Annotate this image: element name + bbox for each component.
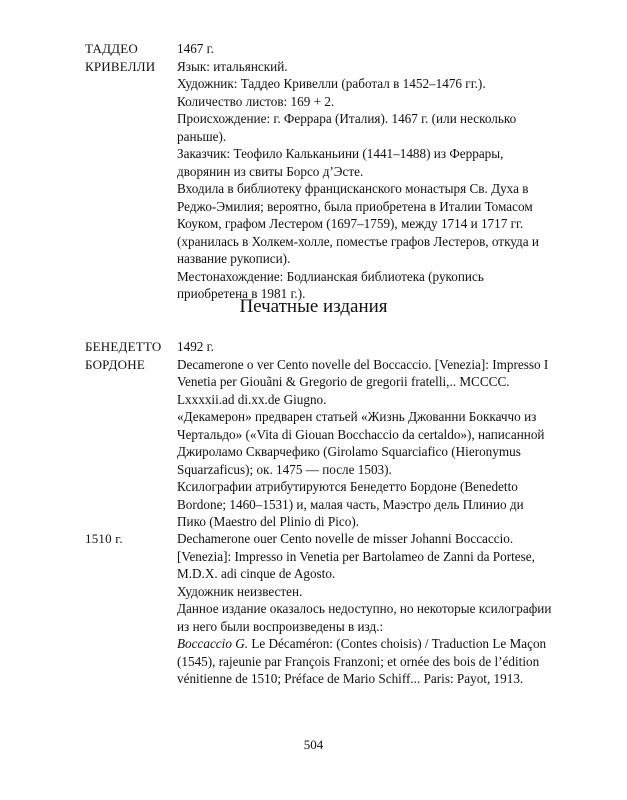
entry-paragraph: Язык: итальянский.: [177, 58, 288, 74]
entry-label: [85, 338, 170, 373]
entry-label: [85, 40, 170, 75]
entry-paragraph: Происхождение: г. Феррара (Италия). 1467 г. (или несколько раньше).: [177, 111, 517, 144]
entry-paragraph: Dechamerone ouer Cento novelle de misser Johanni Boccaccio. [Venezia]: Impresso in Venetia per Bartolameo de Zanni da Portese, M.D.X. adi cinque de Agosto.: [177, 531, 535, 581]
entry-paragraph: 1467 г.: [177, 41, 214, 56]
entry-paragraph: Входила в библиотеку францисканского монастыря Св. Духа в Реджо-Эмилия; вероятно, была приобретена в Италии Томасом Коуком, графом Лестером (1697–1759), между 1714 и 1717 гг. (хранилась в Холкем-холле, поместье графов Лестеров, откуда и название рукописи).: [177, 181, 539, 266]
entry-body: [177, 338, 555, 531]
entry-label-line: ТАДДЕО: [85, 41, 138, 56]
entry-paragraph: Заказчик: Теофило Кальканьини (1441–1488) из Феррары, дворянин из свиты Борсо д’Эсте.: [177, 146, 504, 179]
entry-label-line: БЕНЕДЕТТО: [85, 339, 162, 354]
entry-label: [85, 530, 170, 548]
entry-label-line: КРИВЕЛЛИ: [85, 58, 156, 74]
entry-paragraph: 1492 г.: [177, 339, 214, 354]
citation-author: Boccaccio G.: [177, 636, 249, 651]
entry-paragraph: Художник неизвестен.: [177, 583, 303, 599]
entry-paragraph: Местонахождение: Бодлианская библиотека (рукопись приобретена в 1981 г.).: [177, 268, 484, 301]
entry-body: [177, 530, 555, 688]
citation-text: Le Décaméron: (Contes choisis) / Traduction Le Maçon (1545), rajeunie par François Franzoni; et ornée des bois de l’édition vénitienne de 1510; Préface de Mario Schiff... Paris: Payot, 1913.: [177, 636, 547, 686]
page-number: 504: [303, 737, 324, 752]
entry-label-line: 1510 г.: [85, 531, 123, 546]
entry-paragraph: «Декамерон» предварен статьей «Жизнь Джованни Боккаччо из Чертальдо» («Vita di Giouan Bocchaccio da certaldo»), написанной Джироламо Скварчефико (Girolamo Squarciafico (Hieronymus Squarzaficus); ок. 1475 — после 1503).: [177, 409, 545, 477]
entry-paragraph: Количество листов: 169 + 2.: [177, 93, 335, 109]
entry-body: [177, 40, 555, 303]
section-title: Печатные издания: [239, 296, 388, 317]
entry-paragraph: Данное издание оказалось недоступно, но некоторые ксилографии из него были воспроизведены в изд.:: [177, 601, 552, 634]
entry-label-line: БОРДОНЕ: [85, 356, 146, 372]
entry-paragraph: Decamerone o ver Cento novelle del Boccaccio. [Venezia]: Impresso I Venetia per Giouãni & Gregorio de gregorii fratelli,.. MCCCC. Lxxxxii.ad di.xx.de Giugno.: [177, 356, 549, 407]
citation: [177, 635, 555, 688]
entry-paragraph: Художник: Таддео Кривелли (работал в 1452–1476 гг.).: [177, 76, 486, 91]
entry-paragraph: Ксилографии атрибутируются Бенедетто Бордоне (Benedetto Bordone; 1460–1531) и, малая часть, Маэстро дель Плинио ди Пико (Maestro del Plinio di Pico).: [177, 479, 524, 529]
